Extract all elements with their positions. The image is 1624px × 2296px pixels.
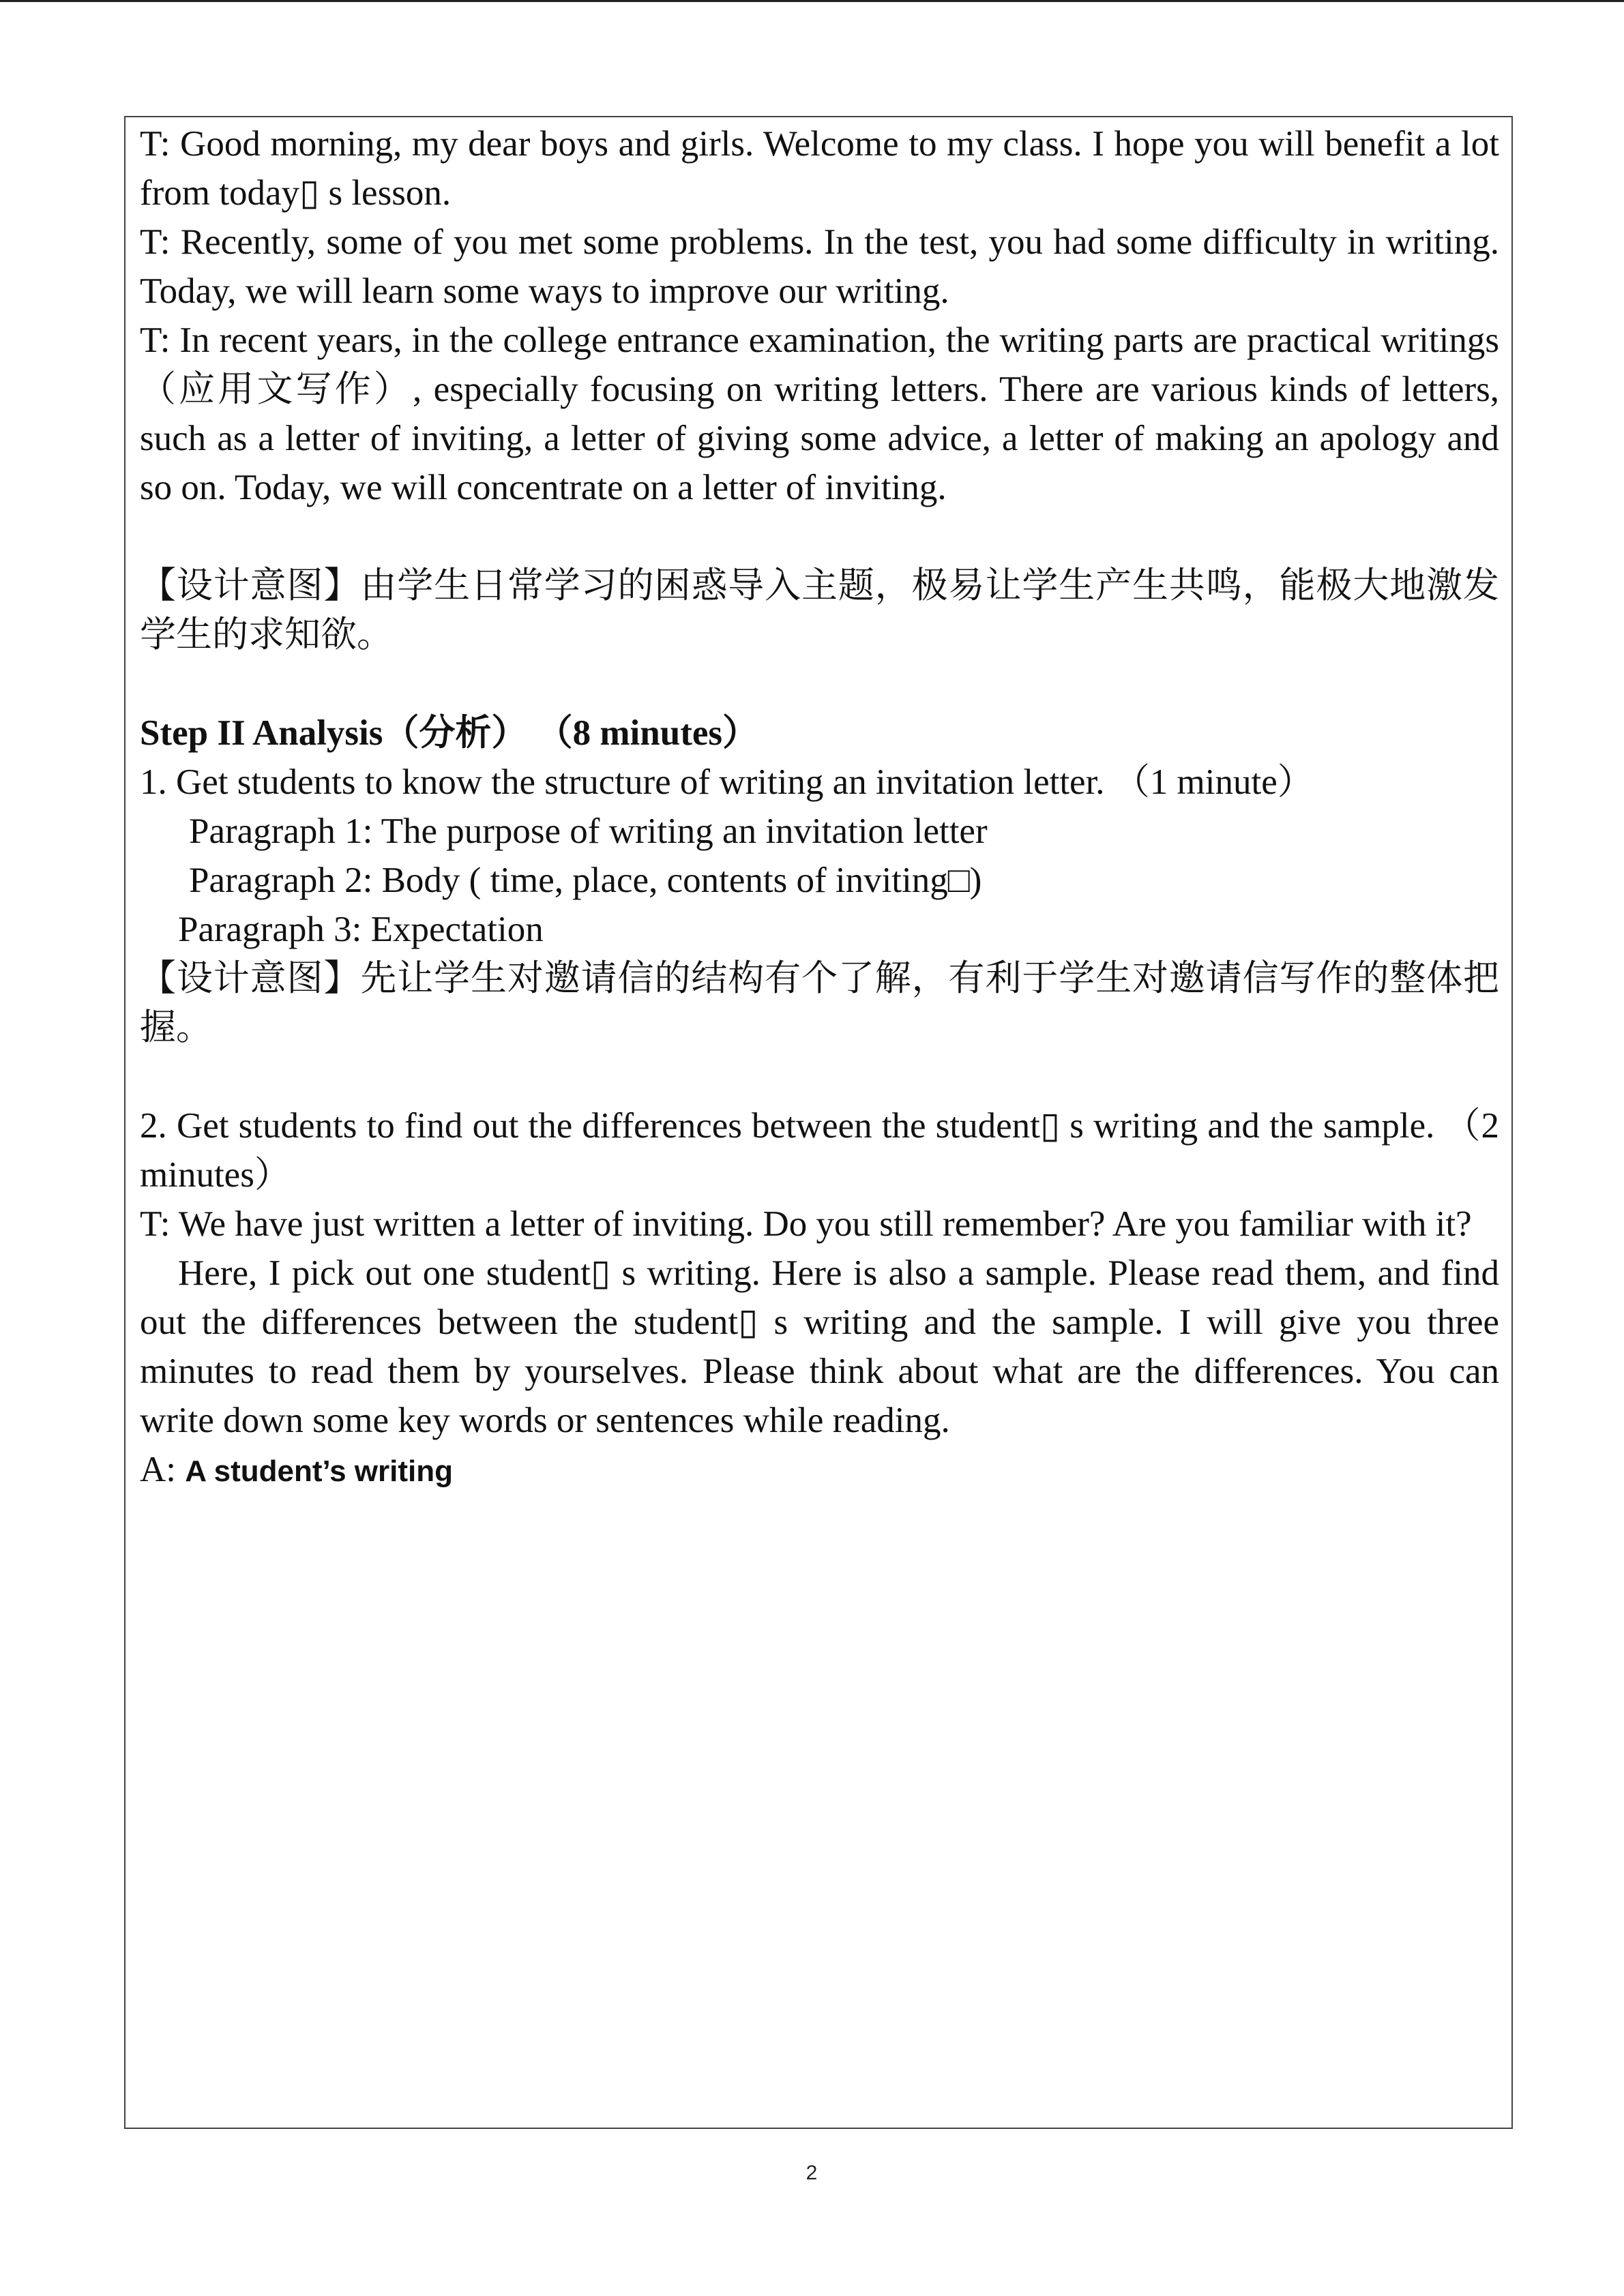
teacher-greeting: T: Good morning, my dear boys and girls. Welcome to my class. I hope you will benefit a lot from today▯ s lesson. (140, 124, 1499, 213)
document-body (140, 119, 1499, 1496)
paragraph-2-desc: Paragraph 2: Body ( time, place, contents of inviting□) (189, 861, 982, 900)
teacher-exam-context (140, 316, 1499, 512)
page-top-edge (0, 0, 1624, 2)
exam-context-chinese: （应用文写作） (140, 368, 413, 410)
teacher-problem-intro: T: Recently, some of you met some problems. In the test, you had some difficulty in writing. Today, we will learn some ways to improve our writing. (140, 222, 1499, 311)
spacer (140, 1052, 1499, 1101)
sample-a-prefix: A: (140, 1450, 186, 1489)
paragraph-3-desc: Paragraph 3: Expectation (178, 910, 544, 949)
paragraph-1-desc: Paragraph 1: The purpose of writing an invitation letter (189, 811, 988, 851)
spacer (140, 512, 1499, 561)
step-heading: Step II Analysis（分析） （8 minutes） (140, 713, 759, 753)
page-number: 2 (806, 2162, 818, 2184)
teacher-recall-question: T: We have just written a letter of inviting. Do you still remember? Are you familiar with it? (140, 1204, 1472, 1244)
sample-a-label (140, 1445, 1499, 1496)
exam-context-part2: , especially focusing on writing letters. There are various kinds of letters, such as a letter of inviting, a letter of giving some advice, a letter of making an apology and so on. Today, we will concentrate on a letter of inviting. (140, 370, 1499, 507)
difference-task: 2. Get students to find out the differences between the student▯ s writing and the sample. （2 minutes） (140, 1106, 1499, 1195)
sample-a-title: A student’s writing (185, 1455, 453, 1488)
structure-task: 1. Get students to know the structure of writing an invitation letter. （1 minute） (140, 762, 1314, 802)
exam-context-part1: T: In recent years, in the college entrance examination, the writing parts are practical writings (140, 320, 1499, 360)
teacher-reading-instruction: Here, I pick out one student▯ s writing. Here is also a sample. Please read them, and find out the differences between the student▯ s writing and the sample. I will give you three minutes to read them by yourselves. Please think about what are the differences. You can write down some key words or sentences while reading. (140, 1253, 1499, 1440)
design-intent-1: 【设计意图】由学生日常学习的困惑导入主题，极易让学生产生共鸣，能极大地激发学生的求知欲。 (140, 565, 1499, 655)
design-intent-2: 【设计意图】先让学生对邀请信的结构有个了解，有利于学生对邀请信写作的整体把握。 (140, 957, 1499, 1048)
spacer (140, 659, 1499, 709)
